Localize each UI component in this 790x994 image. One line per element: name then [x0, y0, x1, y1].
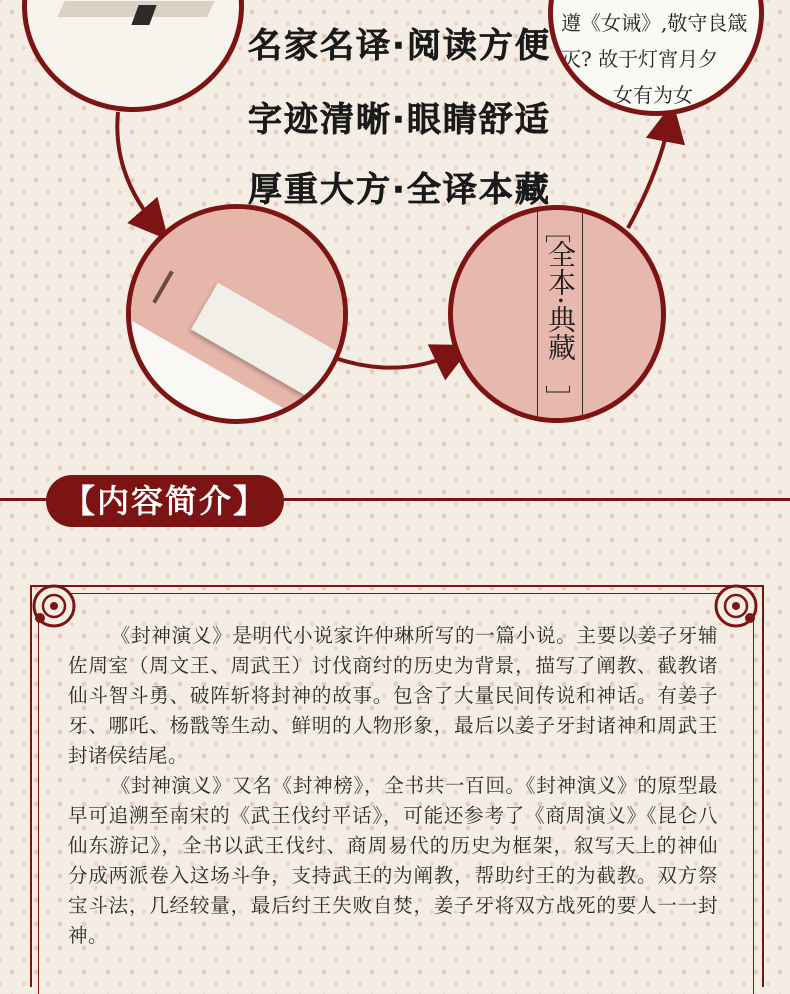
feature-full-edition: 厚重大方·全译本藏 — [248, 170, 551, 210]
section-title: 【内容简介】 — [46, 475, 284, 527]
feature-clear-print: 字迹清晰·眼睛舒适 — [248, 100, 551, 140]
cloud-ornament-right-icon — [712, 582, 760, 630]
intro-paragraph: 《封神演义》是明代小说家许仲琳所写的一篇小说。主要以姜子牙辅佐周室（周文王、周武王）讨伐商纣的历史为背景，描写了阐教、截教诸仙斗智斗勇、破阵斩将封神的故事。包含了大量民间传说和神话。有姜子牙、哪吒、杨戬等生动、鲜明的人物形象，最后以姜子牙封诸神和周武王封诸侯结尾。 — [68, 624, 718, 767]
arrow-right-up — [628, 118, 670, 228]
intro-text — [68, 621, 718, 951]
intro-paragraph: 《封神演义》又名《封神榜》，全书共一百回。《封神演义》的原型最早可追溯至南宋的《武王伐纣平话》，可能还参考了《商周演义》《昆仑八仙东游记》，全书以武王伐纣、商周易代的历史为框架，叙写天上的神仙分成两派卷入这场斗争，支持武王的为阐教，帮助纣王的为截教。双方祭宝斗法，几经较量，最后纣王失败自焚，姜子牙将双方战死的要人一一封神。 — [68, 774, 718, 947]
feature-famous-translation: 名家名译·阅读方便 — [248, 26, 551, 66]
book-text-line: 女有为女 — [613, 83, 693, 107]
book-edge-image — [126, 204, 348, 424]
book-text-line: 灭? 故于灯宵月夕 — [561, 47, 719, 71]
book-text-line: 遵《女诫》,敬守良箴 — [561, 11, 748, 35]
book-page-image — [548, 0, 764, 116]
arrow-bottom-right — [335, 352, 458, 368]
spine-label-text: 全本·典藏 — [544, 240, 577, 361]
spine-label-image: ﹇ 全本·典藏 ﹈ — [448, 205, 666, 423]
